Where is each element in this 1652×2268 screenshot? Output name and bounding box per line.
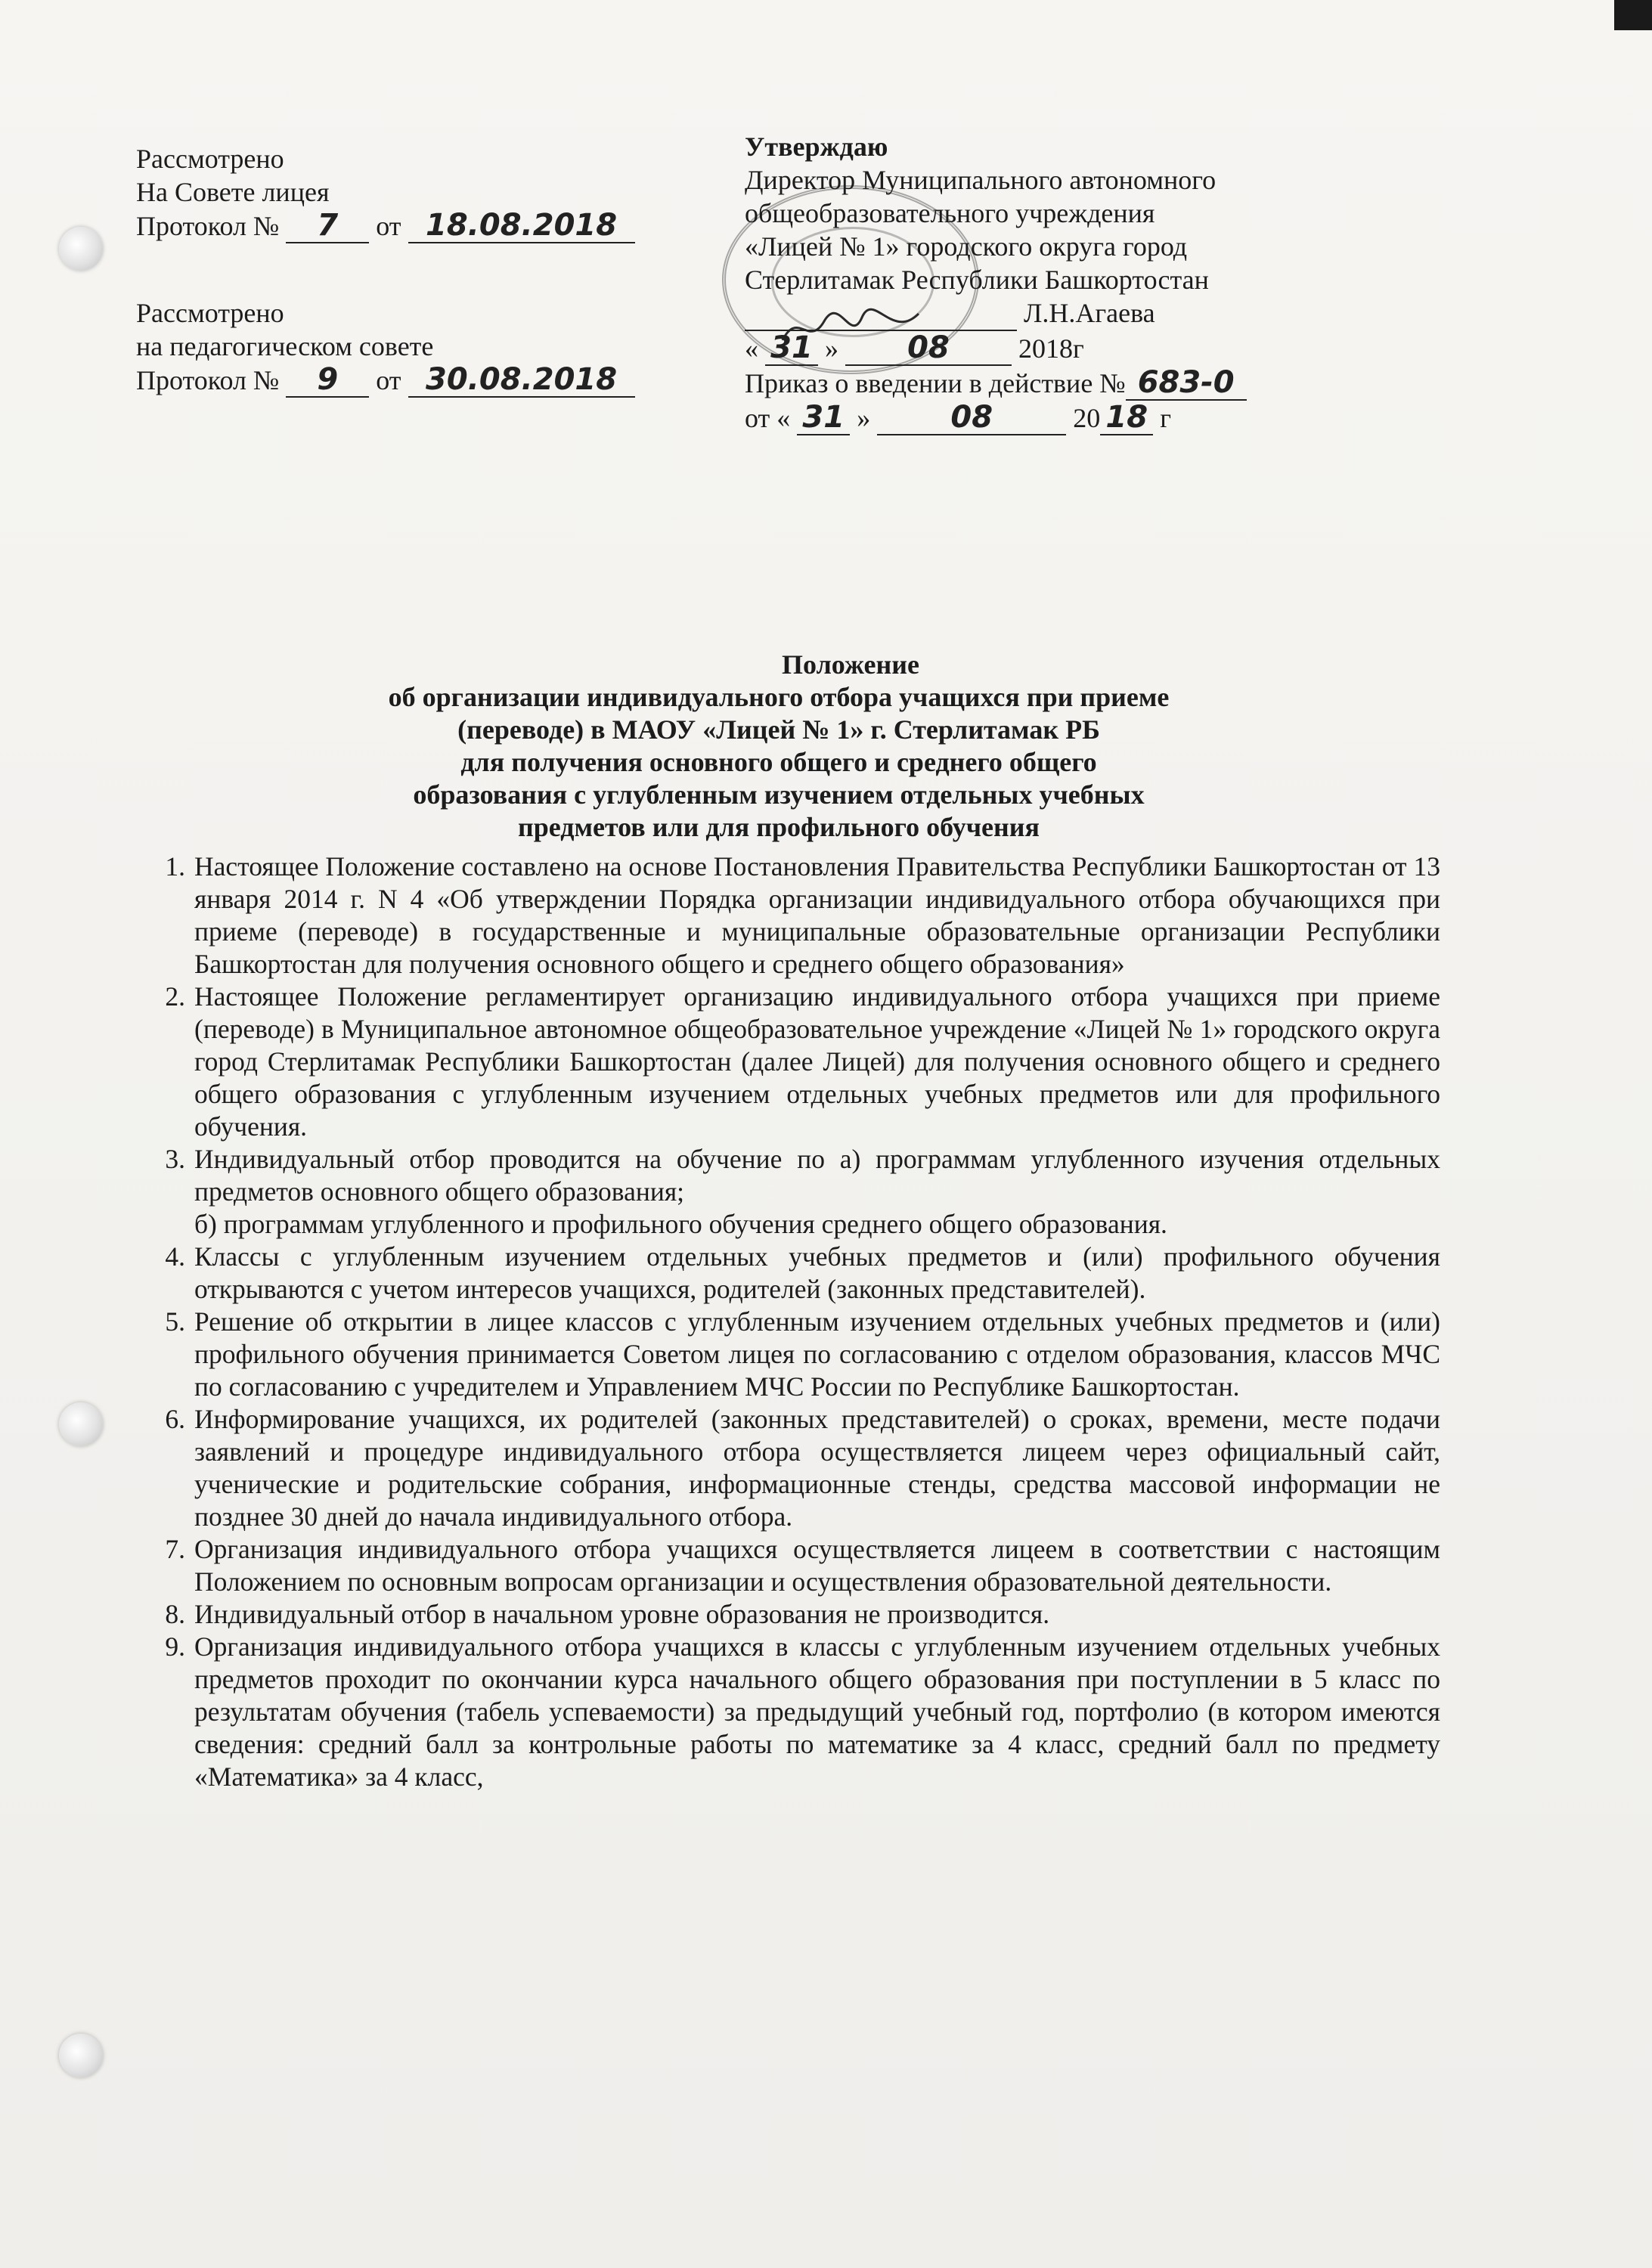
order-line: Приказ о введении в действие № 683-0 bbox=[745, 366, 1247, 401]
header-right bbox=[745, 130, 1247, 435]
director-title-2: общеобразовательного учреждения bbox=[745, 198, 1155, 228]
document-title bbox=[189, 649, 1368, 844]
order-year: 18 bbox=[1100, 401, 1153, 435]
header-left bbox=[136, 142, 635, 398]
punch-hole bbox=[59, 1402, 103, 1446]
protocol-date-2: 30.08.2018 bbox=[408, 363, 635, 398]
director-title-4: Стерлитамак Республики Башкортостан bbox=[745, 265, 1209, 295]
ped-council-label: на педагогическом совете bbox=[136, 331, 434, 361]
approval-date-line: « 31 » 08 2018г bbox=[745, 330, 1084, 365]
considered-label: Рассмотрено bbox=[136, 144, 284, 174]
considered-label-2: Рассмотрено bbox=[136, 298, 284, 328]
regulation-list bbox=[132, 850, 1440, 1793]
director-title-1: Директор Муниципального автономного bbox=[745, 165, 1217, 195]
list-item: 5. Решение об открытии в лицее классов с углубленным изучением отдельных учебных предметов и (или) профильного обучения принимается Советом лицея по согласованию с отделом образования, классов МЧС по согласованию с учредителем и Управлением МЧС России по Республике Башкортостан. bbox=[165, 1306, 1440, 1402]
approve-label: Утверждаю bbox=[745, 132, 888, 162]
list-item: 4. Классы с углубленным изучением отдельных учебных предметов и (или) профильного обучения открываются с учетом интересов учащихся, родителей (законных представителей). bbox=[165, 1241, 1440, 1304]
title-line: Положение bbox=[782, 649, 919, 680]
list-item: 7. Организация индивидуального отбора учащихся осуществляется лицеем в соответствии с настоящим Положением по основным вопросам организации и осуществления образовательной деятельности. bbox=[165, 1534, 1440, 1597]
director-signature-line bbox=[745, 296, 1247, 331]
protocol-line-2: Протокол № 9 от 30.08.2018 bbox=[136, 363, 635, 398]
protocol-number-2: 9 bbox=[286, 363, 369, 398]
scan-edge bbox=[1614, 0, 1652, 30]
punch-hole bbox=[59, 2034, 103, 2077]
title-line: для получения основного общего и среднего общего bbox=[460, 747, 1097, 777]
director-title-3: «Лицей № 1» городского округа город bbox=[745, 231, 1188, 262]
protocol-number-1: 7 bbox=[286, 209, 369, 243]
approval-day: 31 bbox=[765, 331, 818, 366]
list-item: 1. Настоящее Положение составлено на основе Постановления Правительства Республики Башкортостан от 13 января 2014 г. N 4 «Об утверждении Порядка организации индивидуального отбора обучающихся при приеме (переводе) в государственные и муниципальные образовательные организации Республики Башкортостан для получения основного общего и среднего общего образования» bbox=[165, 851, 1440, 979]
order-day: 31 bbox=[797, 401, 850, 435]
punch-hole bbox=[59, 227, 103, 271]
order-date-line: от « 31 » 08 20 18 г bbox=[745, 400, 1172, 435]
list-item: 9. Организация индивидуального отбора учащихся в классы с углубленным изучением отдельных учебных предметов проходит по окончании курса начального общего образования при поступлении в 5 класс по результатам обучения (табель успеваемости) за предыдущий учебный год, портфолио (в котором имеются сведения: средний балл за контрольные работы по математике за 4 класс, средний балл по предмету «Математика» за 4 класс, bbox=[165, 1631, 1440, 1792]
order-month: 08 bbox=[877, 401, 1066, 435]
order-number: 683-0 bbox=[1126, 366, 1247, 401]
list-item: 3. Индивидуальный отбор проводится на обучение по а) программам углубленного изучения отдельных предметов основного общего образования; б) программам углубленного и профильного обучения среднего общего образования. bbox=[165, 1144, 1440, 1239]
list-item: 2. Настоящее Положение регламентирует организацию индивидуального отбора учащихся при приеме (переводе) в Муниципальное автономное общеобразовательное учреждение «Лицей № 1» городского округа город Стерлитамак Республики Башкортостан (далее Лицей) для получения основного общего и среднего общего образования с углубленным изучением отдельных учебных предметов или для профильного обучения. bbox=[165, 981, 1440, 1142]
title-line: образования с углубленным изучением отдельных учебных bbox=[413, 779, 1145, 810]
protocol-date-1: 18.08.2018 bbox=[408, 209, 635, 243]
title-line: предметов или для профильного обучения bbox=[517, 812, 1040, 842]
list-item: 6. Информирование учащихся, их родителей (законных представителей) о сроках, времени, месте подачи заявлений и процедуре индивидуального отбора осуществляется лицеем через официальный сайт, ученические и родительские собрания, информационные стенды, средства массовой информации не позднее 30 дней до начала индивидуального отбора. bbox=[165, 1404, 1440, 1532]
council-label: На Совете лицея bbox=[136, 177, 330, 207]
list-subitem: б) программам углубленного и профильного обучения среднего общего образования. bbox=[194, 1209, 1167, 1239]
director-name: Л.Н.Агаева bbox=[1024, 298, 1155, 328]
title-line: об организации индивидуального отбора учащихся при приеме bbox=[388, 682, 1170, 712]
title-line: (переводе) в МАОУ «Лицей № 1» г. Стерлитамак РБ bbox=[457, 714, 1100, 745]
approval-month: 08 bbox=[845, 331, 1012, 366]
list-item: 8. Индивидуальный отбор в начальном уровне образования не производится. bbox=[165, 1599, 1050, 1629]
approval-year: 2018г bbox=[1018, 333, 1084, 364]
protocol-line-1: Протокол № 7 от 18.08.2018 bbox=[136, 209, 635, 243]
